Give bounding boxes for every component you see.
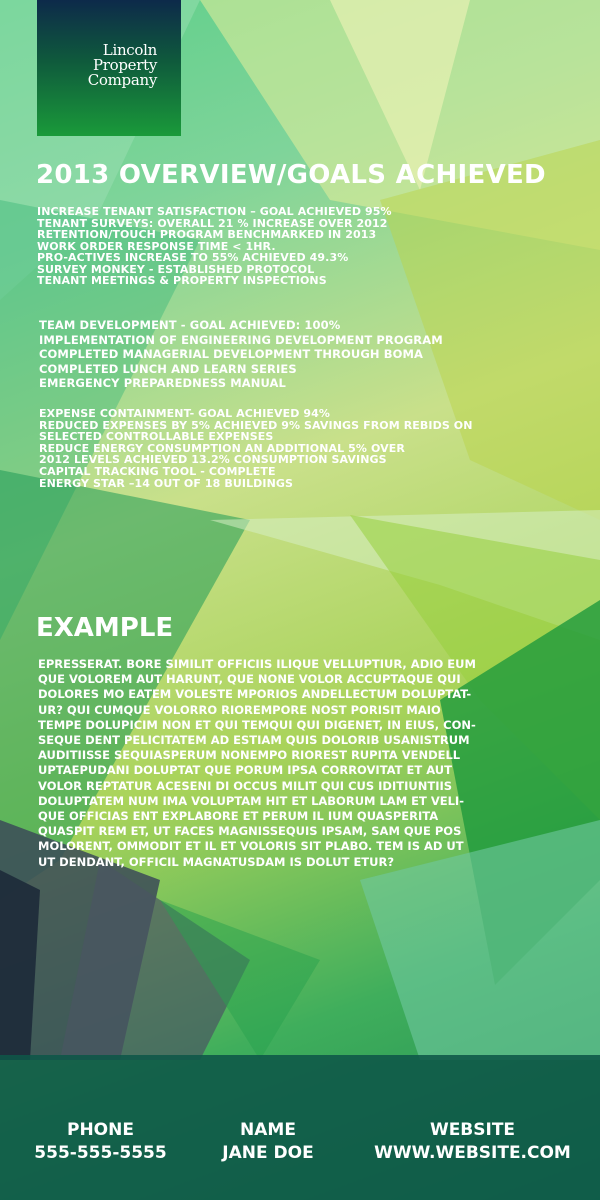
section-line: INCREASE TENANT SATISFACTION – GOAL ACHIEVED 95% [37,205,392,218]
section-line: REDUCED EXPENSES BY 5% ACHIEVED 9% SAVINGS FROM REBIDS ON [39,418,473,432]
section-line: SURVEY MONKEY - ESTABLISHED PROTOCOL [37,262,315,276]
section-line: SELECTED CONTROLLABLE EXPENSES [39,430,274,444]
paragraph-line: EPRESSERAT. BORE SIMILIT OFFICIIS ILIQUE VELLUPTIUR, ADIO EUM [38,657,476,671]
section-line: IMPLEMENTATION OF ENGINEERING DEVELOPMENT PROGRAM [39,332,443,347]
paragraph-line: UR? QUI CUMQUE VOLORRO RIOREMPORE NOST PORISIT MAIO [38,702,441,717]
expense-containment-section [39,408,473,489]
website-label: WEBSITE [429,1120,516,1140]
section-line: 2012 LEVELS ACHIEVED 13.2% CONSUMPTION SAVINGS [39,453,387,467]
section-line: REDUCE ENERGY CONSUMPTION AN ADDITIONAL 5% OVER [39,441,405,455]
paragraph-line: TEMPE DOLUPICIM NON ET QUI TEMQUI QUI DIGENET, IN EIUS, CON- [38,717,476,732]
phone-label: PHONE [67,1120,134,1140]
paragraph-line: MOLORENT, OMMODIT ET IL ET VOLORIS SIT PLABO. TEM IS AD UT [38,839,464,854]
tenant-satisfaction-section [37,206,392,287]
section-line: COMPLETED LUNCH AND LEARN SERIES [39,361,297,376]
paragraph-line: SEQUE DENT PELICITATEM AD ESTIAM QUIS DOLORIB USANISTRUM [38,733,470,748]
section-line: TENANT MEETINGS & PROPERTY INSPECTIONS [37,274,327,287]
logo-line-3: Company [87,71,157,89]
section-line: TEAM DEVELOPMENT - GOAL ACHIEVED: 100% [39,318,341,332]
paragraph-line: UPTAEPUDANI DOLUPTAT QUE PORUM IPSA CORROVITAT ET AUT [38,763,452,778]
example-title: EXAMPLE [36,613,174,643]
paragraph-line: QUASPIT REM ET, UT FACES MAGNISSEQUIS IPSAM, SAM QUE POS [38,824,462,839]
section-line: EMERGENCY PREPAREDNESS MANUAL [39,376,286,391]
section-line: RETENTION/TOUCH PROGRAM BENCHMARKED IN 2013 [37,228,377,241]
paragraph-line: UT DENDANT, OFFICIL MAGNATUSDAM IS DOLUT ETUR? [38,854,395,869]
paragraph-line: DOLUPTATEM NUM IMA VOLUPTAM HIT ET LABORUM LAM ET VELI- [38,793,464,808]
team-development-section [39,318,443,391]
paragraph-line: QUE OFFICIAS ENT EXPLABORE ET PERUM IL IUM QUASPERITA [38,809,439,824]
section-line: PRO-ACTIVES INCREASE TO 55% ACHIEVED 49.3% [37,251,349,264]
paragraph-line: VOLOR REPTATUR ACESENI DI OCCUS MILIT QUI CUS IDITIUNTIIS [38,778,453,793]
name-block [206,1119,330,1165]
section-line: TENANT SURVEYS: OVERALL 21 % INCREASE OVER 2012 [37,216,388,230]
contact-footer [0,1055,600,1200]
website-block [365,1119,580,1165]
website-link[interactable]: WWW.WEBSITE.COM [374,1143,571,1163]
section-line: WORK ORDER RESPONSE TIME < 1HR. [37,239,276,253]
paragraph-line: QUE VOLOREM AUT HARUNT, QUE NONE VOLOR ACCUPTAQUE QUI [38,672,461,687]
logo-line-1: Lincoln [102,41,157,59]
paragraph-line: AUDITIISSE SEQUIASPERUM NONEMPO RIOREST RUPITA VENDELL [38,748,461,763]
section-line: ENERGY STAR –14 OUT OF 18 BUILDINGS [39,476,294,490]
logo-line-2: Property [92,56,157,74]
section-line: CAPITAL TRACKING TOOL - COMPLETE [39,464,276,478]
name-label: NAME [240,1120,296,1140]
overview-title: 2013 OVERVIEW/GOALS ACHIEVED [36,160,546,190]
example-paragraph [38,657,508,870]
phone-block [28,1119,173,1165]
name-value: JANE DOE [222,1143,314,1163]
section-line: EXPENSE CONTAINMENT- GOAL ACHIEVED 94% [39,407,331,420]
section-line: COMPLETED MANAGERIAL DEVELOPMENT THROUGH BOMA [39,347,423,362]
paragraph-line: DOLORES MO EATEM VOLESTE MPORIOS ANDELLECTUM DOLUPTAT- [38,687,472,702]
phone-value[interactable]: 555-555-5555 [34,1143,167,1163]
company-logo [37,0,181,136]
